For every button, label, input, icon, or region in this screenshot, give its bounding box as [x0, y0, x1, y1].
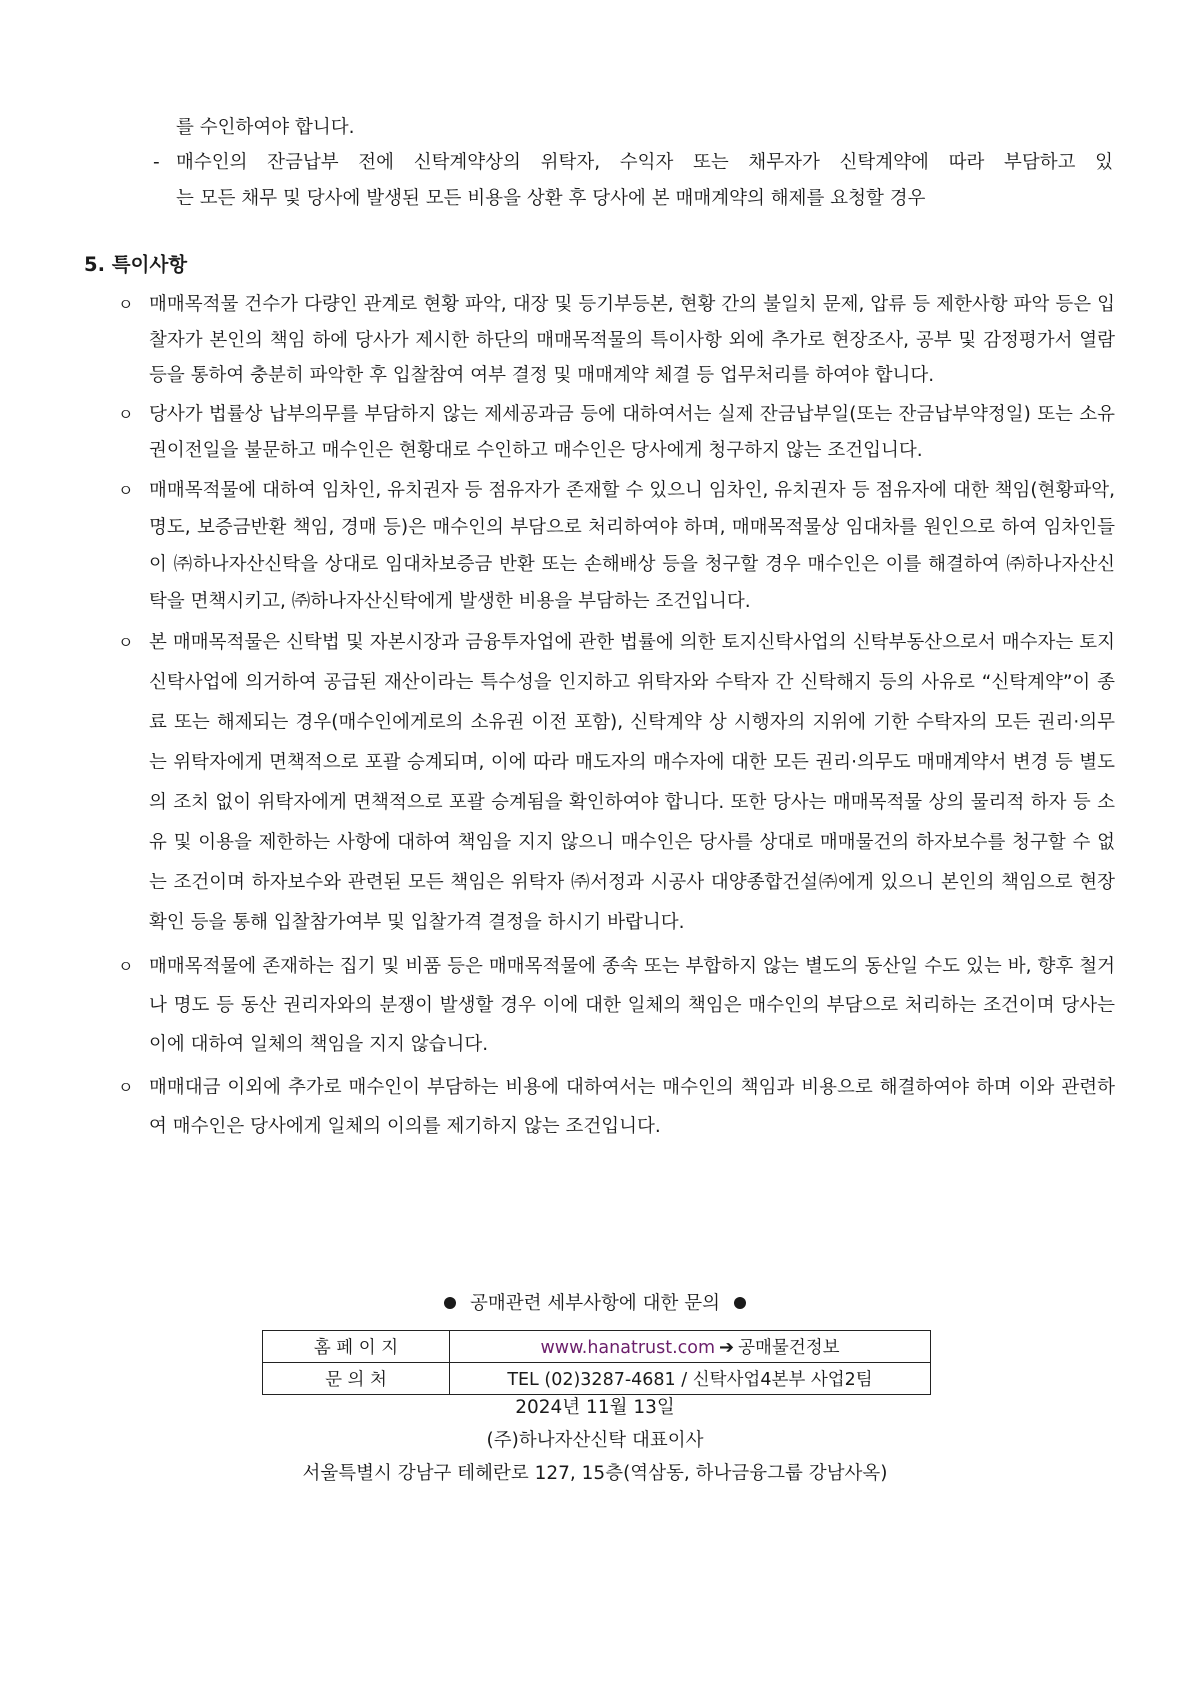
list-item: [118, 1068, 1115, 1146]
list-item-text: 매매목적물 건수가 다량인 관계로 현황 파악, 대장 및 등기부등본, 현황 간의 불일치 문제, 압류 등 제한사항 파악 등은 입찰자가 본인의 책임 하에 당사가 제시한 하단의 매매목적물의 특이사항 외에 추가로 현장조사, 공부 및 감정평가서 열람 등을 통하여 충분히 파악한 후 입찰참여 여부 결정 및 매매계약 체결 등 업무처리를 하여야 합니다.: [149, 294, 1115, 386]
inquiry-heading: [0, 1290, 1190, 1318]
bullet-marker: ㅇ: [118, 480, 134, 500]
table-row: [263, 1331, 931, 1363]
dash-item-line2: 는 모든 채무 및 당사에 발생된 모든 비용을 상환 후 당사에 본 매매계약의 해제를 요청할 경우: [176, 188, 926, 209]
issue-date: 2024년 11월 13일: [515, 1397, 675, 1418]
list-item: [118, 472, 1115, 620]
company-address: 서울특별시 강남구 테헤란로 127, 15층(역삼동, 하나금융그룹 강남사옥): [302, 1463, 888, 1484]
bullet-marker: ㅇ: [118, 956, 134, 976]
bullet-marker: ㅇ: [118, 1077, 134, 1097]
bullet-dot-icon: [734, 1297, 746, 1309]
inquiry-heading-text: 공매관련 세부사항에 대한 문의: [470, 1293, 720, 1314]
arrow-right-icon: ➔: [719, 1337, 735, 1358]
table-row: [263, 1363, 931, 1395]
list-item: [118, 623, 1115, 943]
dash-list-item: [153, 145, 1113, 217]
homepage-label: 홈 페 이 지: [263, 1331, 450, 1363]
company-signature: (주)하나자산신탁 대표이사: [486, 1430, 704, 1451]
dash-marker: -: [153, 152, 160, 173]
dash-item-line1: 매수인의 잔금납부 전에 신탁계약상의 위탁자, 수익자 또는 채무자가 신탁계약에 따라 부담하고 있: [176, 152, 1113, 173]
contact-value: TEL (02)3287-4681 / 신탁사업4본부 사업2팀: [450, 1363, 931, 1395]
bullet-marker: ㅇ: [118, 632, 134, 652]
list-item-text: 매매대금 이외에 추가로 매수인이 부담하는 비용에 대하여서는 매수인의 책임과 비용으로 해결하여야 하며 이와 관련하여 매수인은 당사에게 일체의 이의를 제기하지 않는 조건입니다.: [149, 1076, 1115, 1137]
list-item-text: 매매목적물에 존재하는 집기 및 비품 등은 매매목적물에 종속 또는 부합하지 않는 별도의 동산일 수도 있는 바, 향후 철거나 명도 등 동산 권리자와의 분쟁이 발생할 경우 이에 대한 일체의 책임은 매수인의 부담으로 처리하는 조건이며 당사는 이에 대하여 일체의 책임을 지지 않습니다.: [149, 955, 1115, 1055]
list-item: [118, 947, 1115, 1064]
homepage-cell: [450, 1331, 931, 1363]
bullet-marker: ㅇ: [118, 404, 134, 424]
inquiry-table: [262, 1330, 931, 1395]
continuation-line: 를 수인하여야 합니다.: [176, 117, 355, 138]
homepage-link[interactable]: www.hanatrust.com: [540, 1338, 716, 1358]
homepage-destination: 공매물건정보: [738, 1338, 840, 1358]
bullet-marker: ㅇ: [118, 295, 134, 314]
list-item-text: 매매목적물에 대하여 임차인, 유치권자 등 점유자가 존재할 수 있으니 임차인, 유치권자 등 점유자에 대한 책임(현황파악, 명도, 보증금반환 책임, 경매 등)은 매수인의 부담으로 처리하여야 하며, 매매목적물상 임대차를 원인으로 하여 임차인들이 ㈜하나자산신탁을 상대로 임대차보증금 반환 또는 손해배상 등을 청구할 경우 매수인은 이를 해결하여 ㈜하나자산신탁을 면책시키고, ㈜하나자산신탁에게 발생한 비용을 부담하는 조건입니다.: [149, 479, 1115, 612]
bullet-dot-icon: [444, 1297, 456, 1309]
special-notes-list: [118, 287, 1115, 1146]
list-item: [118, 397, 1115, 469]
contact-label: 문 의 처: [263, 1363, 450, 1395]
section-title: 5. 특이사항: [84, 253, 188, 276]
dash-item-text: [176, 145, 1113, 217]
list-item-text: 당사가 법률상 납부의무를 부담하지 않는 제세공과금 등에 대하여서는 실제 잔금납부일(또는 잔금납부약정일) 또는 소유권이전일을 불문하고 매수인은 현황대로 수인하고 매수인은 당사에게 청구하지 않는 조건입니다.: [149, 403, 1115, 461]
list-item: [118, 287, 1115, 394]
list-item-text: 본 매매목적물은 신탁법 및 자본시장과 금융투자업에 관한 법률에 의한 토지신탁사업의 신탁부동산으로서 매수자는 토지신탁사업에 의거하여 공급된 재산이라는 특수성을 인지하고 위탁자와 수탁자 간 신탁해지 등의 사유로 “신탁계약”이 종료 또는 해제되는 경우(매수인에게로의 소유권 이전 포함), 신탁계약 상 시행자의 지위에 기한 수탁자의 모든 권리·의무는 위탁자에게 면책적으로 포괄 승계되며, 이에 따라 매도자의 매수자에 대한 모든 권리·의무도 매매계약서 변경 등 별도의 조치 없이 위탁자에게 면책적으로 포괄 승계됨을 확인하여야 합니다. 또한 당사는 매매목적물 상의 물리적 하자 등 소유 및 이용을 제한하는 사항에 대하여 책임을 지지 않으니 매수인은 당사를 상대로 매매물건의 하자보수를 청구할 수 없는 조건이며 하자보수와 관련된 모든 책임은 위탁자 ㈜서정과 시공사 대양종합건설㈜에게 있으니 본인의 책임으로 현장 확인 등을 통해 입찰참가여부 및 입찰가격 결정을 하시기 바랍니다.: [149, 631, 1115, 933]
